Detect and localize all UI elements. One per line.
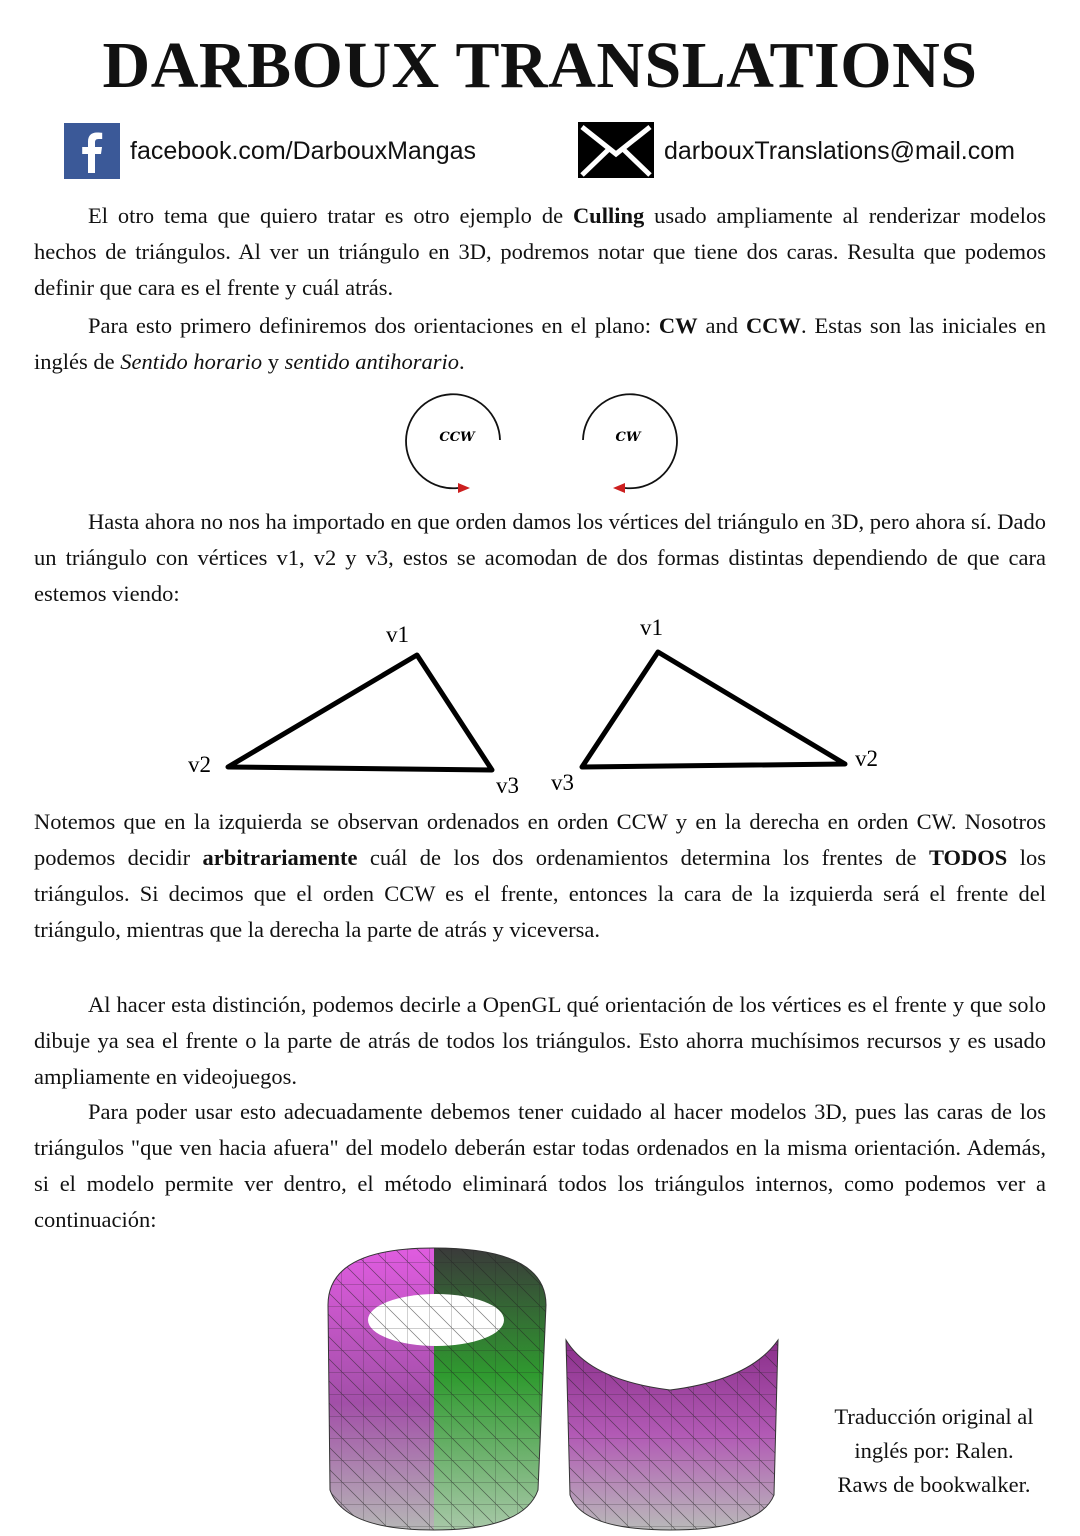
cw-label: CW [615, 430, 641, 445]
email-contact[interactable] [578, 122, 1015, 180]
translation-credit [806, 1400, 1062, 1502]
todos-term: TODOS [928, 845, 1008, 870]
arbitrary-term: arbitrariamente [202, 845, 358, 870]
left-v3-label: v3 [496, 773, 519, 798]
credit-line-2: inglés por: Ralen. [854, 1438, 1014, 1463]
paragraph-culling-intro: El otro tema que quiero tratar es otro ejemplo de Culling usado ampliamente al renderizar modelos hechos de triángulos. Al ver un triángulo en 3D, podremos notar que tiene dos caras. Resulta que podemos definir que cara es el frente y cuál atrás. [34, 203, 1046, 300]
paragraph-orientations: Para esto primero definiremos dos orientaciones en el plano: CW and CCW. Estas son las iniciales en inglés de Sentido horario y sentido antihorario. [34, 313, 1046, 374]
left-v2-label: v2 [188, 752, 211, 777]
right-v1-label: v1 [640, 615, 663, 640]
triangle-left [228, 655, 492, 770]
facebook-icon [64, 123, 120, 179]
facebook-contact[interactable] [64, 122, 476, 180]
paragraph-arbitrary-front: Notemos que en la izquierda se observan ordenados en orden CCW y en la derecha en orden CW. Nosotros podemos decidir arbitrariamente cuál de los dos ordenamientos determina los frentes de TODOS los triángulos. Si decimos que el orden CCW es el frente, entonces la cara de la izquierda será el frente del triángulo, mientras que la derecha la parte de atrás y viceversa. [34, 809, 1046, 942]
credit-line-1: Traducción original al [834, 1404, 1034, 1429]
paragraph-models: Para poder usar esto adecuadamente debemos tener cuidado al hacer modelos 3D, pues las caras de los triángulos "que ven hacia afuera" del modelo deberán estar todas ordenados en la misma orientación. Además, si el modelo permite ver dentro, el método eliminará todos los triángulos internos, como podemos ver a continuación: [34, 1099, 1046, 1232]
email-address[interactable]: darbouxTranslations@mail.com [664, 136, 1015, 165]
cylinder-models-figure [320, 1240, 790, 1532]
paragraph-vertex-order: Hasta ahora no nos ha importado en que orden damos los vértices del triángulo en 3D, pero ahora sí. Dado un triángulo con vértices v1, v2 y v3, estos se acomodan de dos formas distintas dependiendo de que cara estemos viendo: [34, 509, 1046, 606]
right-v3-label: v3 [551, 770, 574, 795]
full-cylinder-model [328, 1248, 546, 1530]
half-cylinder-model [566, 1340, 778, 1530]
ccw-term: CCW [745, 313, 801, 338]
envelope-icon [578, 120, 654, 183]
page-title: DARBOUX TRANSLATIONS [102, 29, 978, 102]
paragraph-opengl: Al hacer esta distinción, podemos decirle a OpenGL qué orientación de los vértices es el frente y que solo dibuje ya sea el frente o la parte de atrás de todos los triángulos. Esto ahorra muchísimos recursos y es usado ampliamente en videojuegos. [34, 992, 1046, 1089]
left-v1-label: v1 [386, 622, 409, 647]
ccw-label: CCW [439, 430, 475, 445]
credit-line-3: Raws de bookwalker. [837, 1472, 1031, 1497]
cw-arrow-icon [613, 483, 625, 493]
cw-term: CW [658, 313, 698, 338]
culling-term: Culling [572, 203, 645, 228]
right-v2-label: v2 [855, 746, 878, 771]
facebook-url[interactable]: facebook.com/DarbouxMangas [130, 136, 477, 165]
triangle-diagram [170, 612, 910, 802]
triangle-right [582, 652, 845, 767]
ccw-arrow-icon [458, 483, 470, 493]
orientation-diagram [380, 388, 710, 498]
